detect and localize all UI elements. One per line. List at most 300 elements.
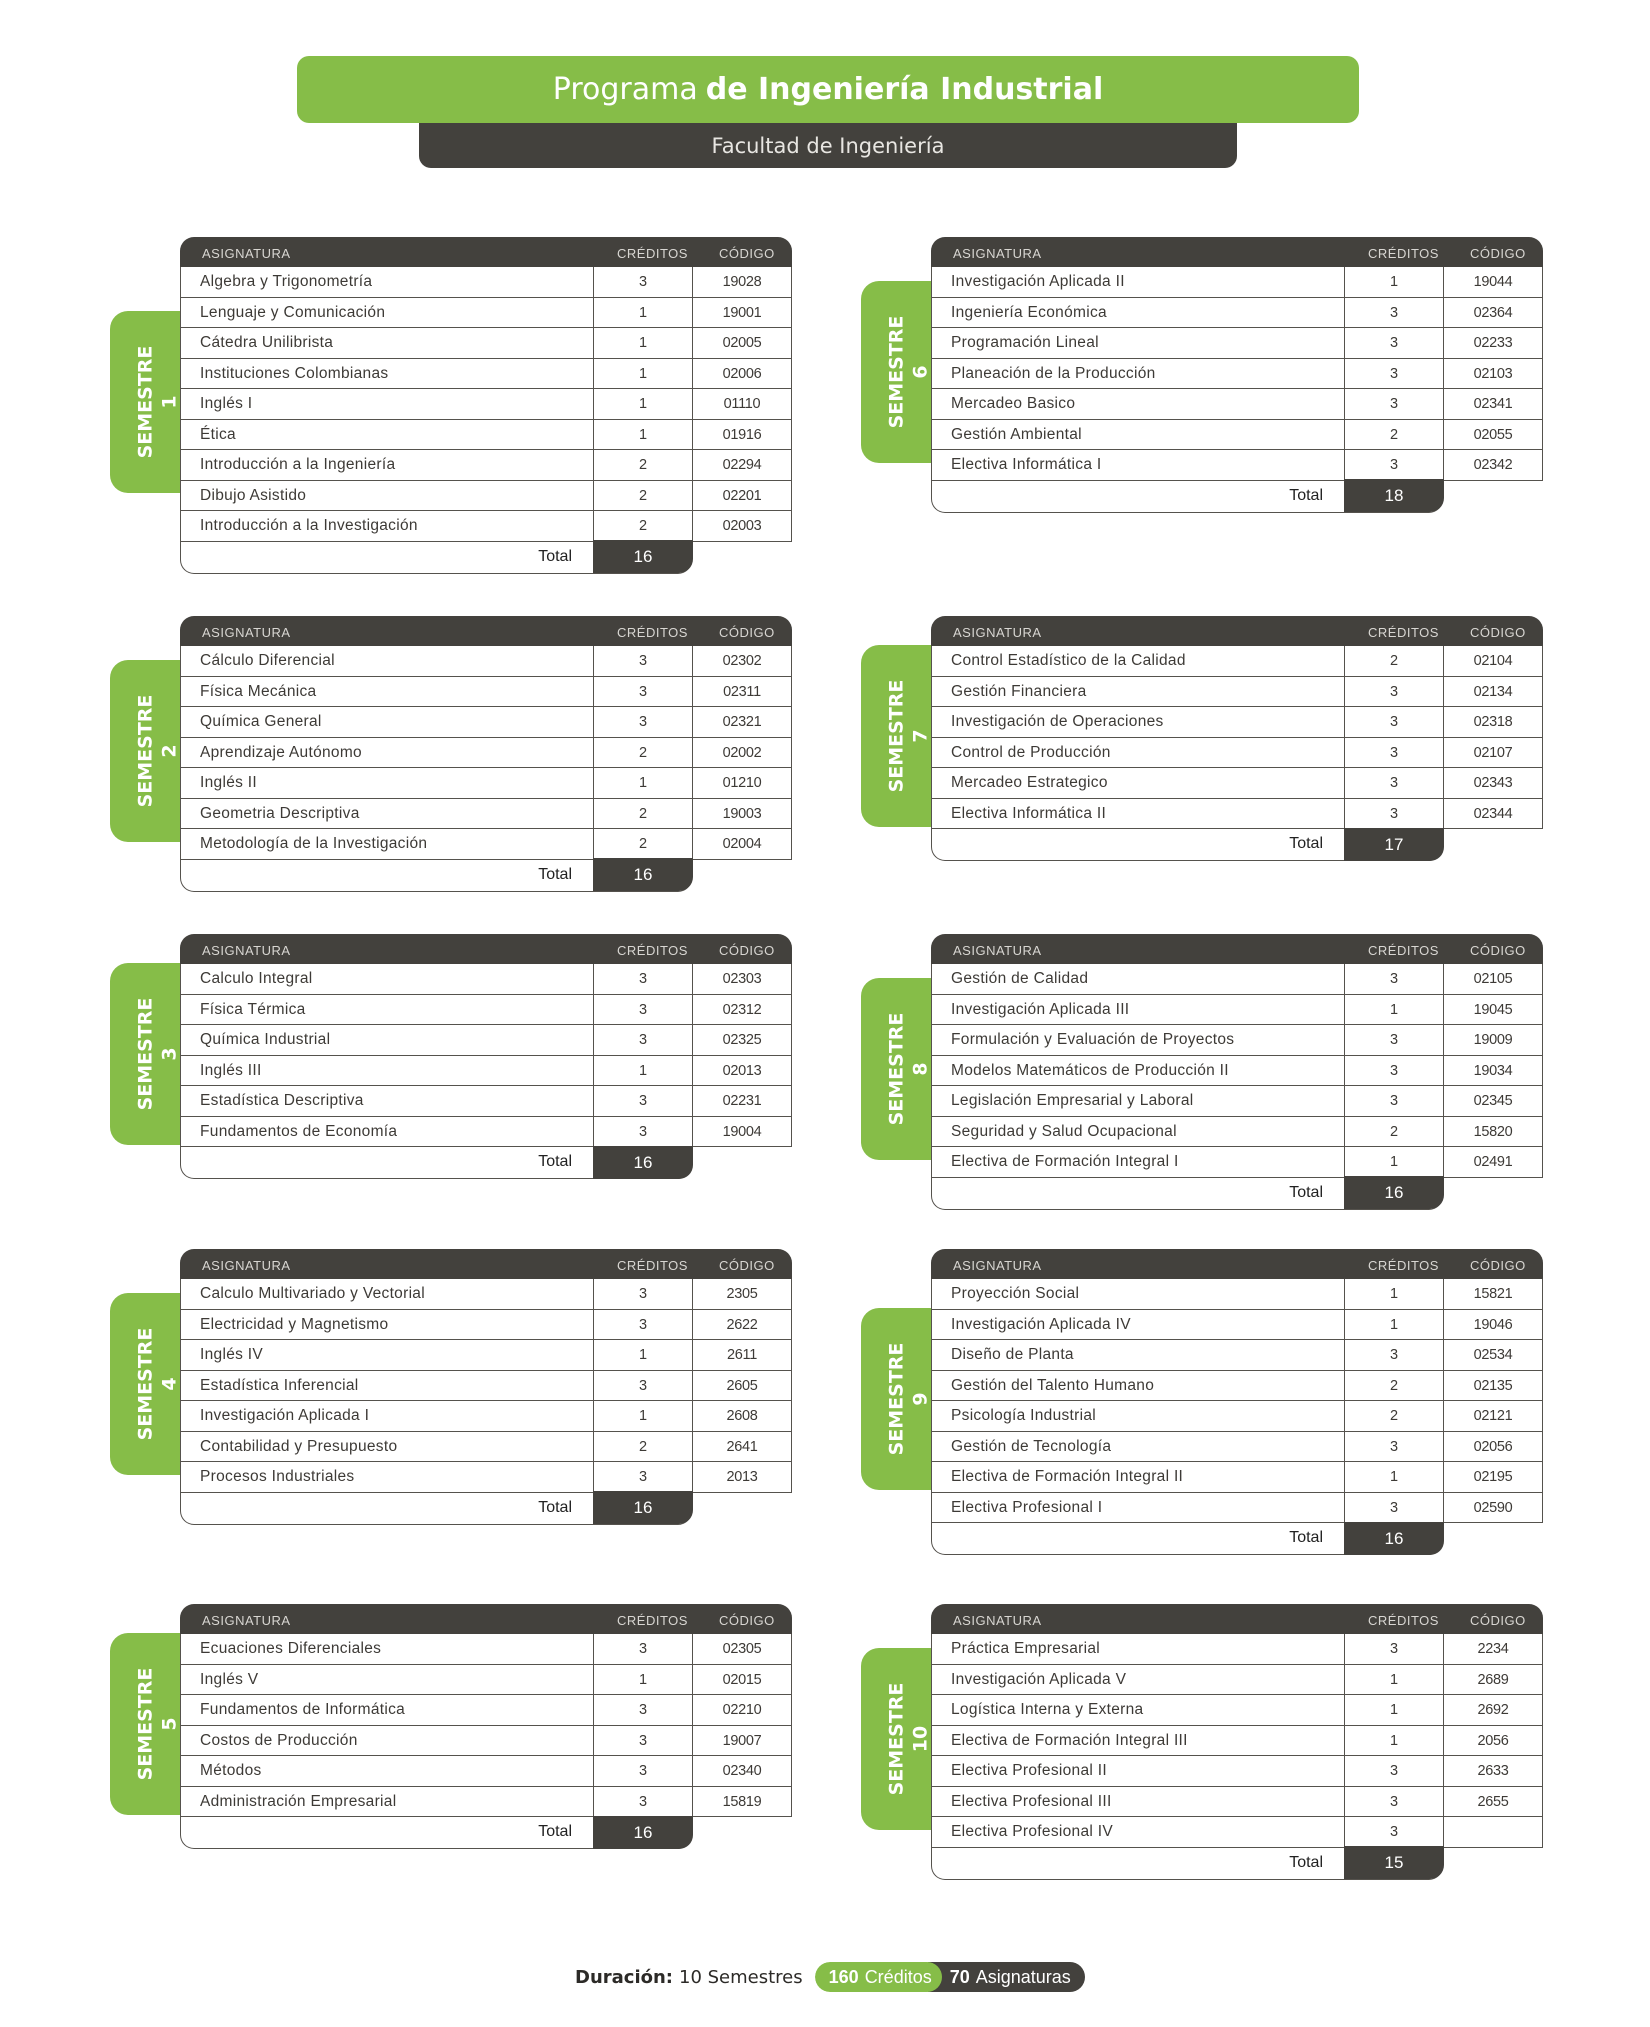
total-credits-semester: 16 [593,1816,693,1849]
semester-number: 6 [909,365,932,379]
subject-name: Gestión de Calidad [932,964,1345,994]
subject-code: 15820 [1473,1123,1513,1140]
subject-name: Metodología de la Investigación [181,829,594,859]
semester-number: 1 [158,395,181,409]
subject-code: 02006 [722,365,762,382]
subject-name: Ecuaciones Diferenciales [181,1634,594,1664]
total-label: Total [538,1498,572,1516]
subject-credits: 3 [1345,298,1444,328]
table-row [180,646,792,677]
subject-code: 2013 [726,1469,758,1485]
column-subject: ASIGNATURA [202,625,291,640]
table-row [180,1462,792,1493]
subject-code: 02318 [1473,714,1513,730]
table-footer [180,1147,692,1179]
subject-code: 2633 [1477,1763,1509,1779]
subject-credits: 3 [1345,1056,1444,1086]
subject-code: 02325 [722,1032,762,1048]
subject-name: Logística Interna y Externa [932,1695,1345,1725]
semester-number: 4 [158,1377,181,1391]
table-row [180,389,792,420]
table-row [180,359,792,390]
subject-name: Cálculo Diferencial [181,646,594,676]
subject-credits: 3 [1345,1340,1444,1370]
table-row [931,738,1543,769]
subject-credits: 3 [1345,707,1444,737]
column-credits: CRÉDITOS [617,943,688,958]
semester-word: SEMESTRE [885,1012,908,1126]
program-title [297,56,1359,123]
table-row [180,964,792,995]
subject-credits: 1 [1345,1462,1444,1492]
subject-credits: 3 [594,267,693,297]
table-row [931,964,1543,995]
semester-tab-label [885,1343,933,1456]
semester-word: SEMESTRE [885,1682,908,1796]
column-credits: CRÉDITOS [617,246,688,261]
total-credits-semester: 16 [593,858,693,891]
subject-credits: 2 [594,799,693,829]
subject-code: 02590 [1473,1499,1513,1516]
program-title-bold: de Ingeniería Industrial [705,72,1104,107]
total-label: Total [1289,1183,1323,1201]
subject-code: 02107 [1473,744,1513,761]
subject-credits: 2 [1345,646,1444,676]
table-row [180,481,792,512]
subject-name: Electiva de Formación Integral II [932,1462,1345,1492]
subject-credits: 3 [594,707,693,737]
table-footer [931,1523,1443,1555]
subject-name: Electiva Informática II [932,799,1345,829]
subject-code: 02364 [1473,304,1513,321]
table-row [931,420,1543,451]
subject-credits: 3 [594,995,693,1025]
semester-tab-label [134,1667,182,1780]
subject-credits: 3 [594,1726,693,1756]
total-label: Total [538,547,572,565]
subject-name: Mercadeo Basico [932,389,1345,419]
table-header [931,616,1543,646]
course-table [931,934,1543,1210]
subject-code: 02210 [722,1702,762,1718]
subject-code: 02305 [722,1641,762,1657]
total-credits-label: Créditos [864,1966,932,1987]
column-code: CÓDIGO [1470,1258,1526,1273]
subject-code: 2655 [1477,1793,1509,1810]
column-subject: ASIGNATURA [202,1258,291,1273]
subject-name: Gestión de Tecnología [932,1432,1345,1462]
subject-credits: 3 [594,1695,693,1725]
table-row [180,829,792,860]
subject-name: Psicología Industrial [932,1401,1345,1431]
total-credits-semester: 16 [593,1146,693,1179]
subject-code: 02055 [1473,426,1513,443]
subject-name: Introducción a la Investigación [181,511,594,541]
total-label: Total [538,1153,572,1170]
subject-name: Electiva Profesional II [932,1756,1345,1786]
subject-name: Instituciones Colombianas [181,359,594,389]
subject-credits: 2 [1345,1371,1444,1401]
subject-credits: 3 [1345,964,1444,994]
subject-name: Electiva Informática I [932,450,1345,480]
subject-credits: 3 [594,1086,693,1116]
subject-credits: 3 [594,1634,693,1664]
course-table [180,934,792,1179]
table-row [931,768,1543,799]
subject-code: 02201 [722,487,762,504]
subject-name: Electiva de Formación Integral I [932,1147,1345,1177]
semester-tab-label [885,315,933,428]
total-label: Total [1289,1853,1323,1871]
table-row [931,267,1543,298]
subject-name: Inglés IV [181,1340,594,1370]
table-row [931,1787,1543,1818]
column-subject: ASIGNATURA [953,625,1042,640]
subject-name: Investigación Aplicada III [932,995,1345,1025]
table-row [180,267,792,298]
table-row [180,450,792,481]
subject-code: 02103 [1473,365,1513,382]
subject-name: Estadística Descriptiva [181,1086,594,1116]
subject-credits: 2 [594,450,693,480]
table-row [180,420,792,451]
table-header [180,1249,792,1279]
column-credits: CRÉDITOS [617,625,688,640]
subject-name: Gestión Financiera [932,677,1345,707]
subject-name: Administración Empresarial [181,1787,594,1817]
column-subject: ASIGNATURA [953,943,1042,958]
subject-credits: 3 [1345,677,1444,707]
column-code: CÓDIGO [1470,943,1526,958]
subject-code: 19009 [1473,1032,1513,1048]
subject-code: 2641 [726,1438,758,1455]
subject-credits: 1 [594,328,693,358]
table-footer [180,860,692,892]
course-table [180,237,792,574]
table-footer [180,1817,692,1849]
table-row [931,328,1543,359]
duration-value: 10 Semestres [679,1966,803,1988]
subject-code: 02231 [722,1093,762,1109]
subject-name: Calculo Integral [181,964,594,994]
table-row [931,1817,1543,1848]
total-label: Total [1289,1529,1323,1546]
subject-code: 02002 [722,744,762,761]
subject-name: Seguridad y Salud Ocupacional [932,1117,1345,1147]
subject-code: 02344 [1473,805,1513,822]
subject-name: Lenguaje y Comunicación [181,298,594,328]
column-code: CÓDIGO [719,246,775,261]
subject-credits: 3 [1345,1756,1444,1786]
table-row [180,1665,792,1696]
subject-credits: 1 [594,359,693,389]
subject-name: Investigación de Operaciones [932,707,1345,737]
table-row [180,1279,792,1310]
subject-name: Gestión Ambiental [932,420,1345,450]
column-credits: CRÉDITOS [1368,625,1439,640]
column-subject: ASIGNATURA [202,1613,291,1628]
subject-credits: 2 [1345,420,1444,450]
semester-tab-label [134,346,182,459]
subject-name: Química General [181,707,594,737]
subject-credits: 3 [1345,768,1444,798]
table-row [180,1401,792,1432]
table-row [931,1493,1543,1524]
subject-code: 02056 [1473,1438,1513,1455]
subject-code: 02343 [1473,775,1513,791]
column-subject: ASIGNATURA [953,246,1042,261]
subject-name: Inglés V [181,1665,594,1695]
table-row [931,1025,1543,1056]
subject-code: 2692 [1477,1702,1509,1718]
column-subject: ASIGNATURA [953,1613,1042,1628]
column-code: CÓDIGO [719,1258,775,1273]
column-subject: ASIGNATURA [202,246,291,261]
total-credits-value: 160 [828,1966,859,1987]
column-code: CÓDIGO [1470,1613,1526,1628]
subject-credits: 1 [1345,1147,1444,1177]
table-row [180,1756,792,1787]
table-row [931,450,1543,481]
subject-code: 01916 [722,426,762,443]
subject-credits: 3 [1345,799,1444,829]
subject-name: Control de Producción [932,738,1345,768]
subject-code: 02321 [722,714,762,730]
table-row [931,1401,1543,1432]
subject-name: Física Mecánica [181,677,594,707]
subject-code: 02015 [722,1671,762,1688]
subject-credits: 1 [594,420,693,450]
subject-code: 2608 [726,1408,758,1424]
subject-code: 19004 [722,1123,762,1140]
table-row [180,328,792,359]
column-code: CÓDIGO [1470,246,1526,261]
table-row [180,738,792,769]
table-footer [180,542,692,574]
table-row [180,995,792,1026]
table-row [931,1634,1543,1665]
course-table [931,1604,1543,1880]
subject-code: 02105 [1473,971,1513,987]
subject-name: Algebra y Trigonometría [181,267,594,297]
table-row [180,511,792,542]
subject-name: Inglés I [181,389,594,419]
table-row [931,1117,1543,1148]
subject-code: 15821 [1473,1286,1513,1302]
total-credits-semester: 16 [593,540,693,573]
subject-code: 02342 [1473,457,1513,473]
subject-name: Métodos [181,1756,594,1786]
subject-credits: 1 [1345,995,1444,1025]
total-credits-semester: 18 [1344,479,1444,512]
table-row [931,1086,1543,1117]
subject-name: Electricidad y Magnetismo [181,1310,594,1340]
subject-credits: 2 [594,738,693,768]
subject-code: 19028 [722,274,762,290]
course-table [180,616,792,892]
subject-credits: 3 [1345,1493,1444,1523]
subject-credits: 1 [1345,1279,1444,1309]
subject-name: Investigación Aplicada II [932,267,1345,297]
subject-credits: 2 [594,829,693,859]
subject-name: Ingeniería Económica [932,298,1345,328]
subject-credits: 2 [594,511,693,541]
column-credits: CRÉDITOS [1368,1258,1439,1273]
subject-code: 19046 [1473,1316,1513,1333]
subject-name: Física Térmica [181,995,594,1025]
subject-name: Geometria Descriptiva [181,799,594,829]
subject-name: Inglés III [181,1056,594,1086]
total-label: Total [1289,486,1323,504]
table-header [931,934,1543,964]
subject-name: Contabilidad y Presupuesto [181,1432,594,1462]
subject-code: 02534 [1473,1347,1513,1363]
total-credits-semester: 15 [1344,1846,1444,1879]
subject-name: Control Estadístico de la Calidad [932,646,1345,676]
semester-word: SEMESTRE [885,315,908,429]
semester-number: 3 [158,1046,181,1061]
total-subjects-value: 70 [949,1966,970,1987]
table-row [931,359,1543,390]
subject-credits: 3 [1345,389,1444,419]
table-row [931,677,1543,708]
subject-credits: 3 [594,1310,693,1340]
table-row [931,995,1543,1026]
table-header [931,1249,1543,1279]
subject-name: Dibujo Asistido [181,481,594,511]
column-code: CÓDIGO [719,943,775,958]
subject-name: Legislación Empresarial y Laboral [932,1086,1345,1116]
table-row [931,1310,1543,1341]
table-row [931,646,1543,677]
subject-credits: 3 [594,1756,693,1786]
semester-word: SEMESTRE [885,679,908,792]
subject-code: 2056 [1477,1732,1509,1749]
subject-name: Aprendizaje Autónomo [181,738,594,768]
semester-number: 10 [909,1725,932,1752]
total-subjects-label: Asignaturas [975,1966,1071,1987]
course-table [931,1249,1543,1555]
subject-name: Cátedra Unilibrista [181,328,594,358]
table-row [931,707,1543,738]
subject-name: Formulación y Evaluación de Proyectos [932,1025,1345,1055]
table-row [180,1310,792,1341]
subject-name: Gestión del Talento Humano [932,1371,1345,1401]
subject-code: 19003 [722,805,762,822]
subject-code: 02491 [1473,1154,1513,1170]
subject-credits: 1 [594,1340,693,1370]
semester-tab-label [885,1682,933,1795]
subject-credits: 3 [1345,1817,1444,1847]
course-table [931,237,1543,513]
subject-credits: 3 [594,646,693,676]
subject-code: 02121 [1473,1408,1513,1424]
table-row [931,1371,1543,1402]
table-row [180,707,792,738]
subject-name: Ética [181,420,594,450]
table-row [180,677,792,708]
total-label: Total [538,1823,572,1840]
subject-name: Fundamentos de Informática [181,1695,594,1725]
table-footer [931,1848,1443,1880]
table-header [180,237,792,267]
duration-label: Duración: [575,1966,673,1988]
table-row [180,1726,792,1757]
semester-word: SEMESTRE [134,694,157,808]
table-row [931,1340,1543,1371]
subject-code: 02135 [1473,1377,1513,1394]
table-header [180,1604,792,1634]
subject-credits: 3 [594,1117,693,1147]
table-footer [931,481,1443,513]
semester-word: SEMESTRE [134,997,157,1110]
total-credits-semester: 16 [593,1491,693,1524]
subject-name: Investigación Aplicada V [932,1665,1345,1695]
subject-code: 02294 [722,457,762,473]
total-credits-semester: 16 [1344,1176,1444,1209]
subject-code: 01210 [722,775,762,791]
subject-credits: 3 [594,1279,693,1309]
subject-name: Costos de Producción [181,1726,594,1756]
table-row [180,1634,792,1665]
subject-credits: 3 [594,964,693,994]
program-summary [575,1962,1085,1992]
subject-credits: 3 [594,1787,693,1817]
subject-code: 02341 [1473,396,1513,412]
course-table [180,1249,792,1525]
column-code: CÓDIGO [719,1613,775,1628]
semester-word: SEMESTRE [885,1342,908,1456]
subject-name: Electiva de Formación Integral III [932,1726,1345,1756]
table-row [931,1056,1543,1087]
totals-pill [815,1962,1085,1992]
table-row [180,1371,792,1402]
semester-tab-label [885,679,933,792]
subject-credits: 1 [1345,1665,1444,1695]
subject-code: 2611 [727,1347,757,1363]
table-header [180,934,792,964]
column-code: CÓDIGO [719,625,775,640]
column-subject: ASIGNATURA [202,943,291,958]
table-row [931,1665,1543,1696]
semester-tab-label [134,997,182,1110]
subject-name: Mercadeo Estrategico [932,768,1345,798]
table-row [180,768,792,799]
course-table [180,1604,792,1849]
subject-credits: 3 [594,1462,693,1492]
table-row [180,1086,792,1117]
subject-code: 2605 [726,1377,758,1394]
subject-code: 02311 [723,683,761,700]
table-row [180,799,792,830]
subject-credits: 1 [594,389,693,419]
column-credits: CRÉDITOS [1368,943,1439,958]
subject-credits: 3 [594,677,693,707]
total-credits-semester: 17 [1344,828,1444,861]
subject-name: Planeación de la Producción [932,359,1345,389]
subject-code: 2234 [1477,1641,1509,1657]
subject-credits: 2 [1345,1401,1444,1431]
subject-credits: 1 [1345,267,1444,297]
subject-name: Calculo Multivariado y Vectorial [181,1279,594,1309]
subject-code: 01110 [723,396,761,412]
subject-code: 02005 [722,335,762,351]
subject-code: 19001 [722,304,762,321]
subject-credits: 1 [1345,1726,1444,1756]
subject-name: Investigación Aplicada IV [932,1310,1345,1340]
table-row [180,298,792,329]
course-table [931,616,1543,861]
